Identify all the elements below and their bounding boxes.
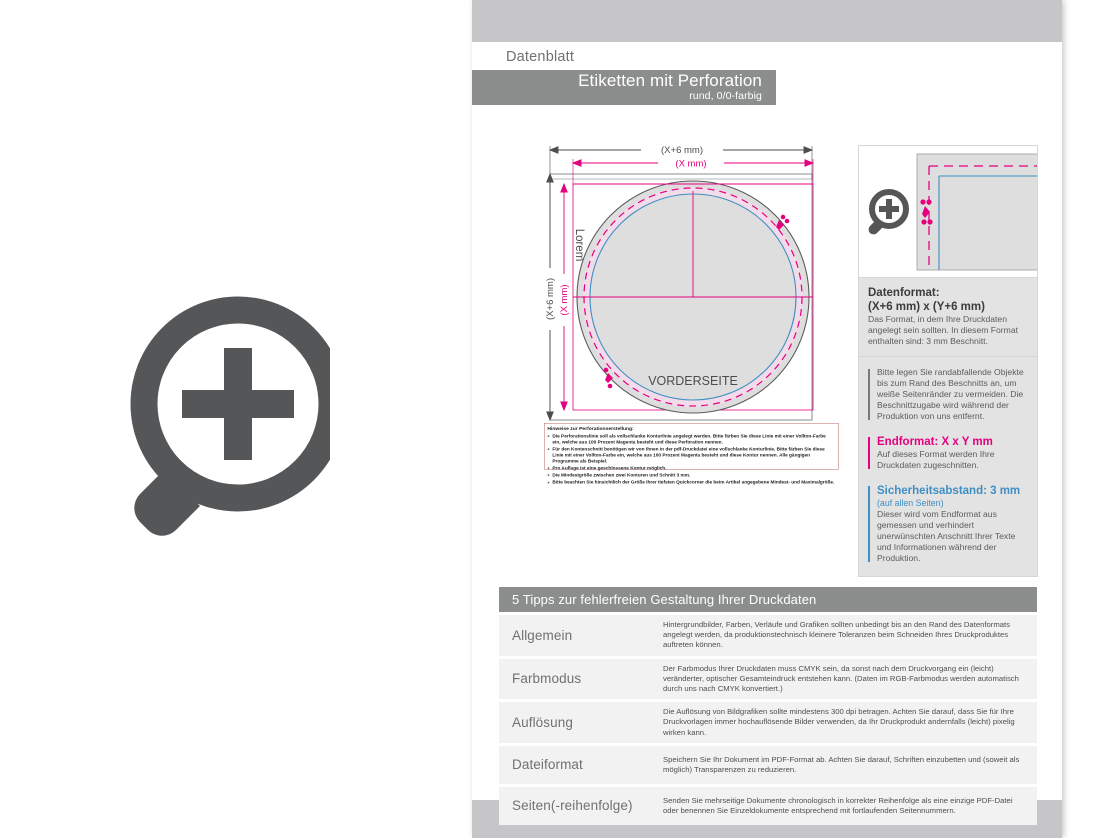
beschnitt-marker [868,369,870,420]
diagram-top-inner-label: (X mm) [675,158,707,170]
datenformat-formula: (X+6 mm) x (Y+6 mm) [868,301,985,313]
endformat-heading: Endformat: X x Y mm [877,436,993,448]
tip-text: Der Farbmodus Ihrer Druckdaten muss CMYK sein, da sonst nach dem Druckvorgang ein (leicht) veränderter, optischer Gesamteindruck entstehen kann. (Daten im RGB-Farbmodus werden automatisch durch uns nach CMYK konvertiert.) [663,663,1019,694]
datenformat-text: Das Format, in dem Ihre Druckdaten angelegt sein sollten. In diesem Format enthalten sind: 3 mm Beschnitt. [868,314,1018,346]
datasheet-page [472,0,1062,838]
table-row [499,787,1037,825]
tip-label: Seiten(-reihenfolge) [512,798,633,814]
notice-item: ▸ Die Mindestgröße zwischen zwei Konturen und Schnitt 3 mm. [547,472,835,478]
magnifier-plus-icon [104,288,330,550]
datasheet-tab: Datenblatt [494,46,594,68]
diagram-left-inner-label: (X mm) [559,284,570,316]
sicherheitsabstand-text: Dieser wird vom Endformat aus gemessen und verhindert unerwünschten Anschnitt Ihrer Texte und Informationen während der Produktion. [877,509,1016,563]
table-row [499,615,1037,656]
notice-item: ▸ Pro Auflage ist eine geschlossene Kontur möglich. [547,465,835,471]
tip-label: Dateiformat [512,757,583,773]
magnifier-plus-icon [869,192,906,234]
page-title: Etiketten mit Perforation [578,71,762,90]
beschnitt-block [868,367,1028,422]
sicherheitsabstand-subheading: (auf allen Seiten) [877,498,944,508]
tip-label: Farbmodus [512,671,582,687]
corner-detail-figure [859,146,1037,277]
tip-text: Die Auflösung von Bildgrafiken sollte mindestens 300 dpi betragen. Achten Sie darauf, dass Sie für Ihre Druckvorlagen immer hochauflösende Bilder verwenden, da Ihr Druckprodukt andernfalls (leicht) pixelig wirken kann. [663,707,1015,737]
table-row [499,702,1037,743]
table-row [499,746,1037,784]
tip-text: Senden Sie mehrseitige Dokumente chronologisch in korrekter Reihenfolge als eine einzige PDF-Datei oder benennen Sie Einzeldokumente entsprechend mit fortlaufenden Seitennummern. [663,795,1013,815]
page-top-band [472,0,1062,42]
diagram-face-label: VORDERSEITE [648,374,738,388]
sicherheitsabstand-marker [868,486,870,562]
tips-heading: 5 Tipps zur fehlerfreien Gestaltung Ihrer Druckdaten [499,587,1037,612]
preview-pane [0,0,470,838]
endformat-text: Auf dieses Format werden Ihre Druckdaten zugeschnitten. [877,449,995,470]
tip-label: Auflösung [512,715,573,731]
tip-label: Allgemein [512,627,573,643]
datenformat-block [858,278,1038,357]
notice-list [547,433,835,485]
format-info-column [858,145,1038,577]
page-subtitle: rund, 0/0-farbig [689,90,762,102]
perforation-notice-box [544,423,839,485]
endformat-marker [868,437,870,469]
sicherheitsabstand-block [868,484,1028,564]
endformat-block [868,435,1028,471]
sicherheitsabstand-heading: Sicherheitsabstand: 3 mm [877,485,1021,497]
diagram-top-outer-label: (X+6 mm) [661,145,703,156]
format-details-block [858,357,1038,577]
notice-item: ▸ Für den Kontenschnitt benötigen wir von Ihnen in der pdf-Druckdatei eine vollschlanke Konturlinie. Bitte färben Sie diese Linie mit einer Vollton-Farbe ein, welche aus 100 Prozent Magenta besteht und diese Kontur nennen. Alle gängigen Programme als Beispiel. [547,446,835,464]
page-title-bar [472,70,776,105]
notice-title: Hinweise zur Perforationserstellung: [547,425,634,432]
table-row [499,659,1037,700]
datenformat-heading: Datenformat: [868,287,940,299]
format-figure [858,145,1038,278]
notice-item: ▸ Bitte beachten Sie hinsichtlich der Größe Ihrer tiefsten Quickcorner die beim Artikel angegebene Mindest- und Maximalgröße. [547,479,835,485]
notice-item: ▸ Die Perforationslinie soll als vollschlanke Konturlinie angelegt werden. Bitte färben Sie diese Linie mit einer Vollton-Farbe ein, welche aus 100 Prozent Magenta besteht und diese Perforation nennen. [547,433,835,445]
tip-text: Speichern Sie Ihr Dokument im PDF-Format ab. Achten Sie darauf, Schriften einzubetten und (soweit als möglich) Transparenzen zu reduzieren. [663,754,1020,774]
beschnitt-text: Bitte legen Sie randabfallende Objekte bis zum Rand des Beschnitts an, um weiße Seitenränder zu vermeiden. Die Beschnittzugabe wird während der Produktion von uns entfernt. [877,367,1024,421]
tip-text: Hintergrundbilder, Farben, Verläufe und Grafiken sollten unbedingt bis an den Rand des Datenformats angelegt werden, da produktionstechnisch kleinere Toleranzen beim Schneiden Ihres Druckproduktes auftreten können. [663,620,1011,650]
diagram-left-outer-label: (X+6 mm) [545,278,556,320]
diagram-lorem-label: Lorem [573,228,585,262]
tips-table [499,587,1037,825]
product-dimension-diagram [540,140,830,430]
